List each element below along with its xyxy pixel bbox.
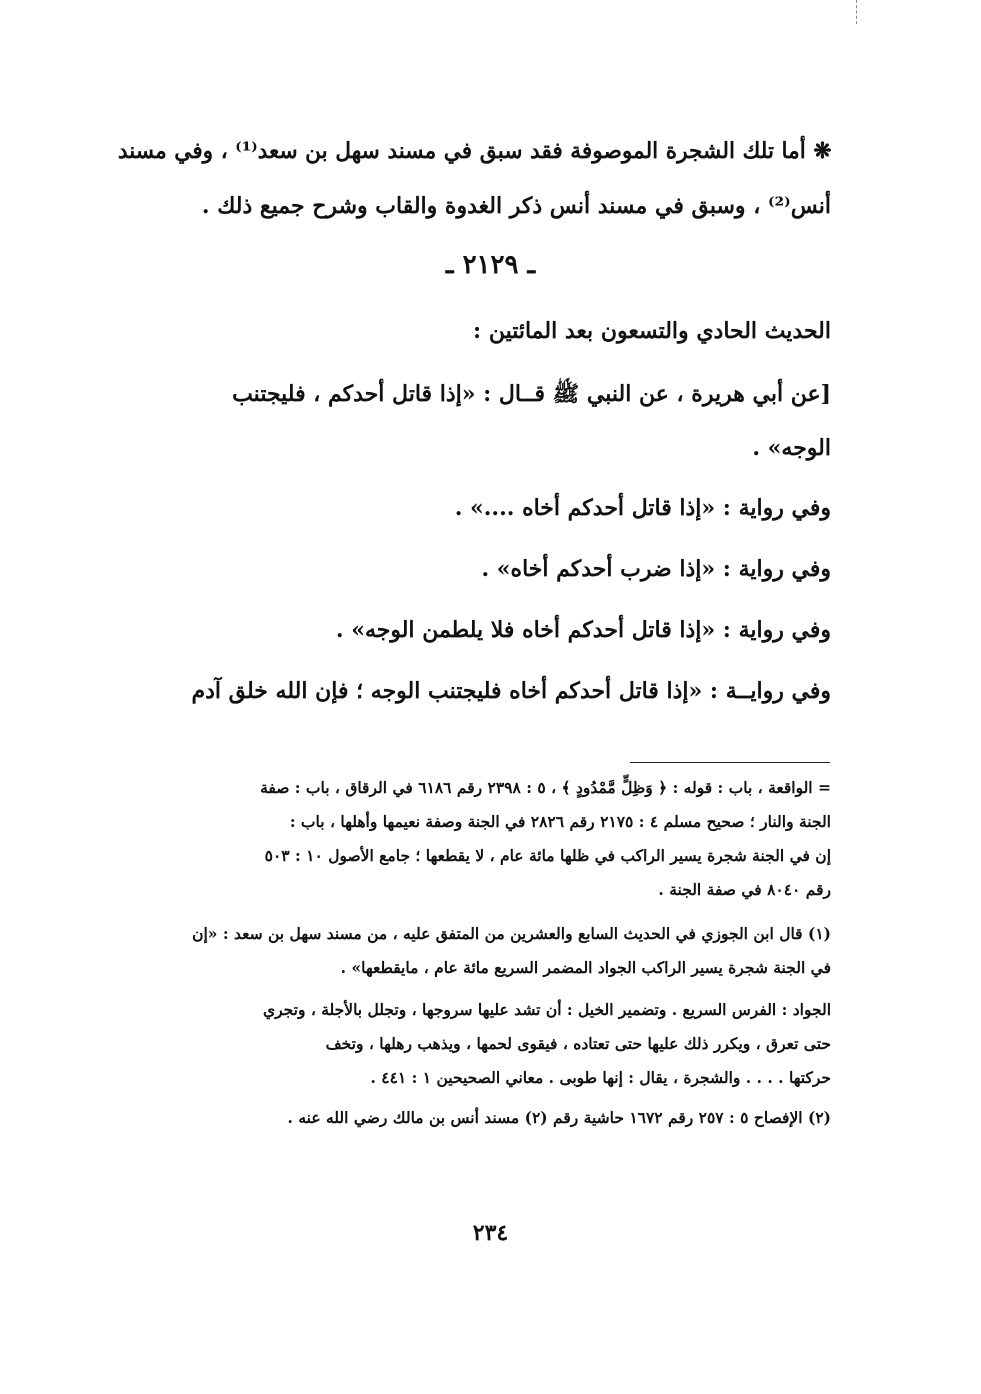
paragraph-line: أنس⁽²⁾ ، وسبق في مسند أنس ذكر الغدوة والقاب وشرح جميع ذلك .: [201, 193, 831, 219]
footnote-1-line: في الجنة شجرة يسير الراكب الجواد المضمر السريع مائة عام ، مايقطعها» .: [340, 958, 831, 977]
narration-line: وفي روايــة : «إذا قاتل أحدكم أخاه فليجتنب الوجه ؛ فإن الله خلق آدم: [191, 678, 831, 704]
narration-line: وفي رواية : «إذا ضرب أحدكم أخاه» .: [481, 556, 831, 582]
footnote-1-line: حتى تعرق ، ويكرر ذلك عليها حتى تعتاده ، فيقوى لحمها ، ويذهب رهلها ، وتخف: [325, 1034, 831, 1053]
hadith-number: ـ ٢١٢٩ ـ: [445, 250, 536, 280]
footnote-line: = الواقعة ، باب : قوله : ﴿ وَظِلٍّ مَّمْدُودٍ ﴾ ، ٥ : ٢٣٩٨ رقم ٦١٨٦ في الرقاق ، باب : صفة: [260, 778, 831, 797]
page-number: ٢٣٤: [472, 1220, 509, 1246]
footnote-2-line: (٢) الإفصاح ٥ : ٢٥٧ رقم ١٦٧٢ حاشية رقم (٢) مسند أنس بن مالك رضي الله عنه .: [287, 1108, 831, 1127]
footnote-line: إن في الجنة شجرة يسير الراكب في ظلها مائة عام ، لا يقطعها ؛ جامع الأصول ١٠ : ٥٠٣: [264, 846, 831, 865]
footnote-1-line: الجواد : الفرس السريع . وتضمير الخيل : أن تشد عليها سروجها ، وتجلل بالأجلة ، وتجري: [262, 1000, 831, 1019]
footnote-line: رقم ٨٠٤٠ في صفة الجنة .: [658, 880, 831, 899]
scan-edge-mark: [856, 0, 858, 24]
footnote-1-line: (١) قال ابن الجوزي في الحديث السابع والعشرين من المتفق عليه ، من مسند سهل بن سعد : «إن: [192, 924, 831, 943]
hadith-text-line: [عن أبي هريرة ، عن النبي ﷺ قــال : «إذا قاتل أحدكم ، فليجتنب: [232, 381, 831, 407]
footnote-line: الجنة والنار ؛ صحيح مسلم ٤ : ٢١٧٥ رقم ٢٨٢٦ في الجنة وصفة نعيمها وأهلها ، باب :: [289, 812, 831, 831]
hadith-text-line: الوجه» .: [752, 435, 831, 461]
narration-line: وفي رواية : «إذا قاتل أحدكم أخاه ....» .: [454, 495, 831, 521]
hadith-title: الحديث الحادي والتسعون بعد المائتين :: [473, 318, 831, 344]
paragraph-line: ❋ أما تلك الشجرة الموصوفة فقد سبق في مسند سهل بن سعد⁽¹⁾ ، وفي مسند: [117, 138, 831, 164]
narration-line: وفي رواية : «إذا قاتل أحدكم أخاه فلا يلطمن الوجه» .: [335, 617, 831, 643]
footnote-separator: [630, 762, 830, 763]
footnote-1-line: حركتها . . . . والشجرة ، يقال : إنها طوبى . معاني الصحيحين ١ : ٤٤١ .: [370, 1068, 831, 1087]
